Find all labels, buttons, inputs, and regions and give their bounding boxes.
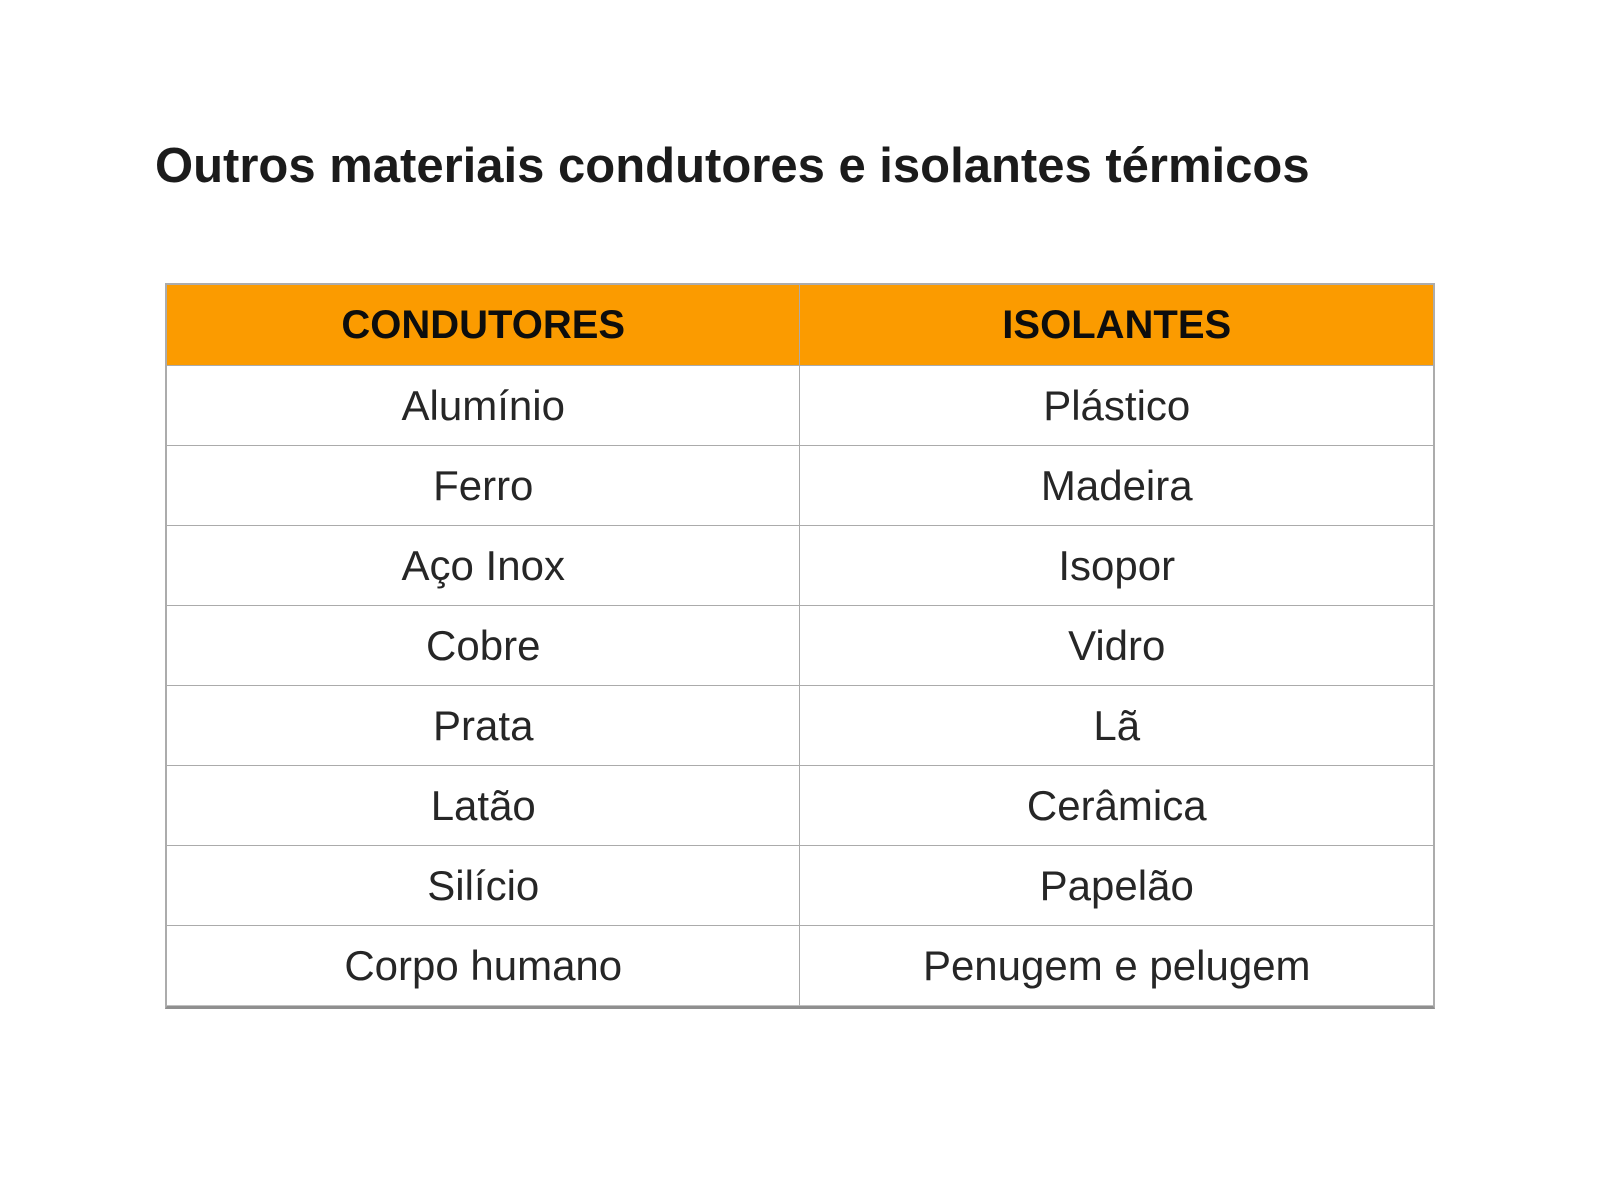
header-cell-isolantes: ISOLANTES bbox=[800, 285, 1433, 366]
conductor-cell: Silício bbox=[167, 846, 800, 926]
table-row bbox=[167, 686, 1433, 766]
insulator-cell: Lã bbox=[800, 686, 1433, 766]
conductor-cell: Latão bbox=[167, 766, 800, 846]
header-row bbox=[167, 285, 1433, 366]
conductor-cell: Ferro bbox=[167, 446, 800, 526]
insulator-cell: Madeira bbox=[800, 446, 1433, 526]
table-row bbox=[167, 446, 1433, 526]
insulator-cell: Papelão bbox=[800, 846, 1433, 926]
table-header bbox=[167, 285, 1433, 366]
table-row bbox=[167, 606, 1433, 686]
conductor-cell: Alumínio bbox=[167, 366, 800, 446]
insulator-cell: Isopor bbox=[800, 526, 1433, 606]
conductor-cell: Aço Inox bbox=[167, 526, 800, 606]
page-title: Outros materiais condutores e isolantes térmicos bbox=[155, 138, 1310, 193]
insulator-cell: Vidro bbox=[800, 606, 1433, 686]
insulator-cell: Plástico bbox=[800, 366, 1433, 446]
insulator-cell: Cerâmica bbox=[800, 766, 1433, 846]
materials-table bbox=[165, 283, 1435, 1009]
table-body bbox=[167, 366, 1433, 1006]
table-row bbox=[167, 926, 1433, 1006]
table-row bbox=[167, 766, 1433, 846]
header-cell-condutores: CONDUTORES bbox=[167, 285, 800, 366]
insulator-cell: Penugem e pelugem bbox=[800, 926, 1433, 1006]
conductor-cell: Corpo humano bbox=[167, 926, 800, 1006]
conductor-cell: Cobre bbox=[167, 606, 800, 686]
table-row bbox=[167, 366, 1433, 446]
conductor-cell: Prata bbox=[167, 686, 800, 766]
table-row bbox=[167, 846, 1433, 926]
table-row bbox=[167, 526, 1433, 606]
